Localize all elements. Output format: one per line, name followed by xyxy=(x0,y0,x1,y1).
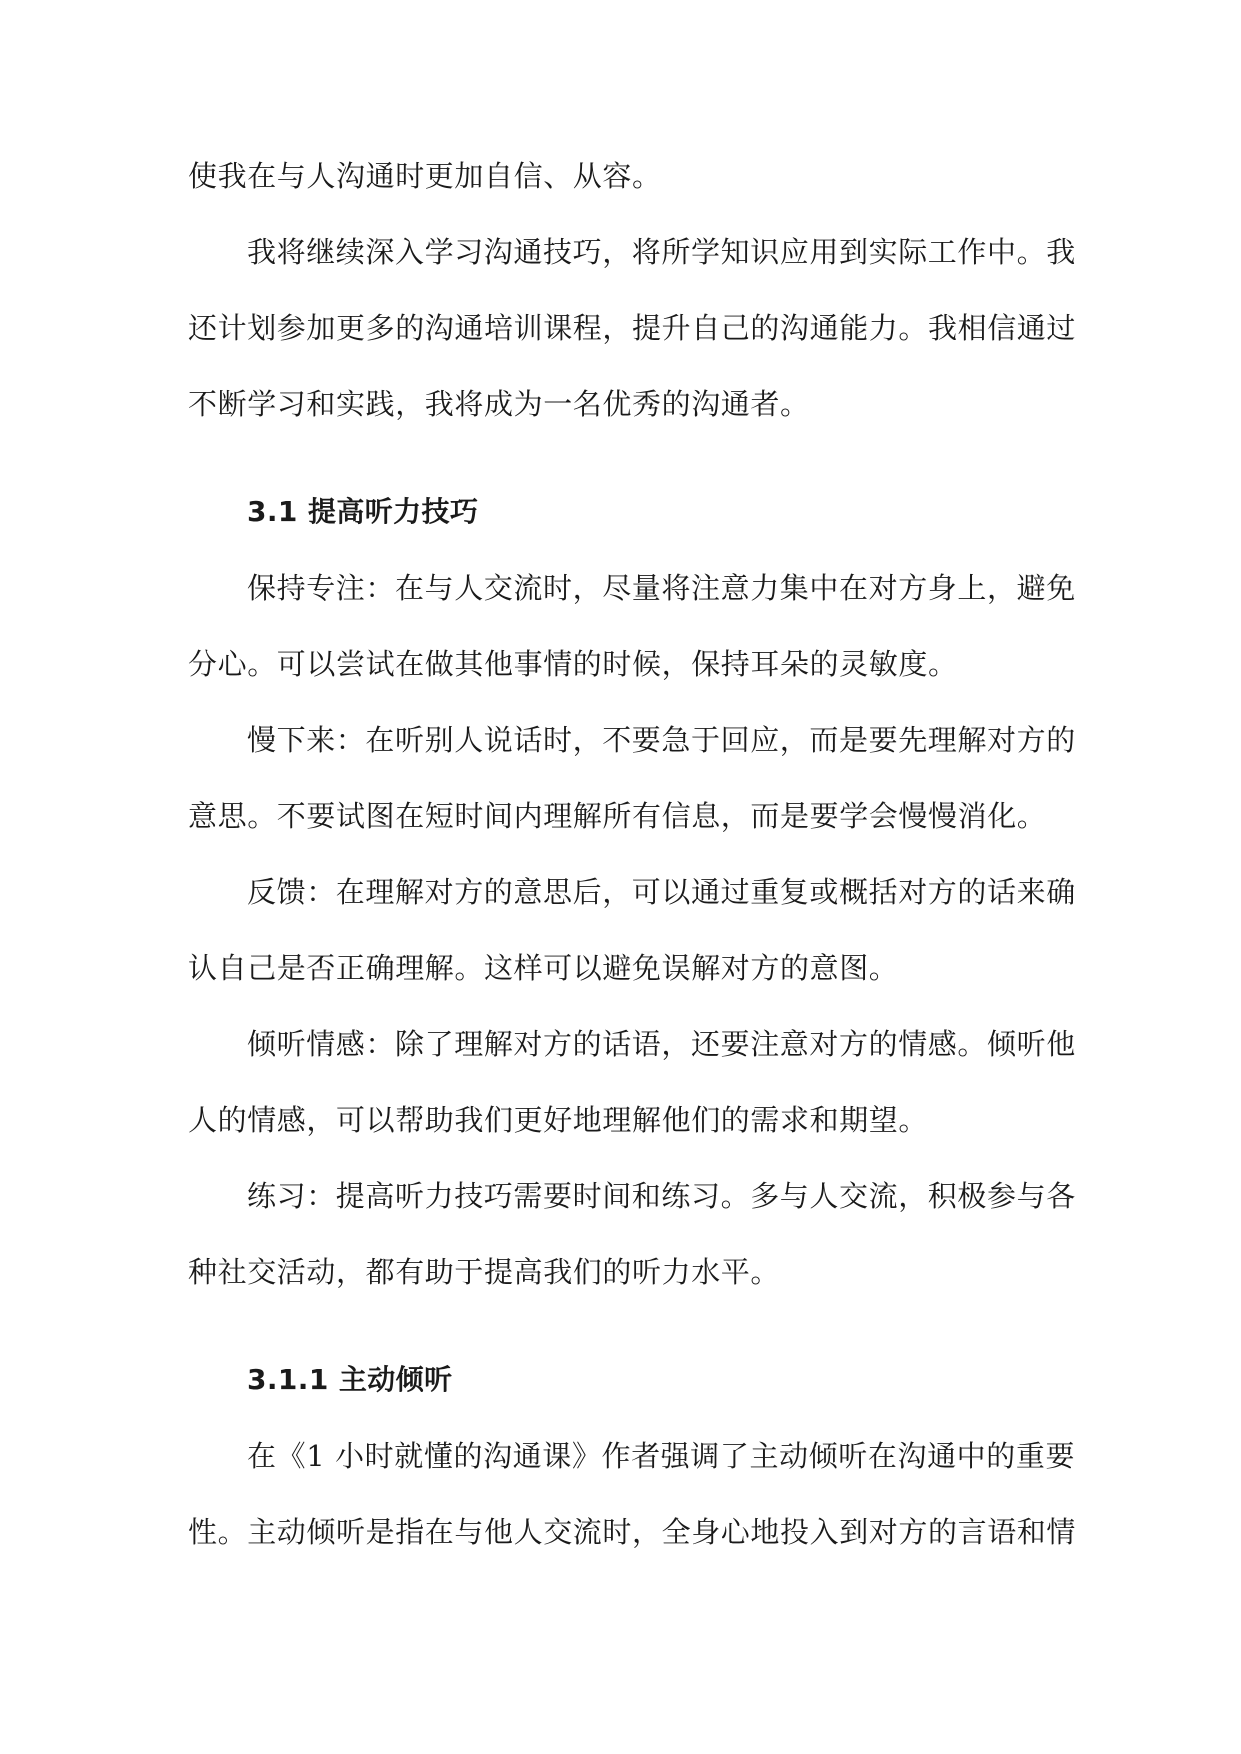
paragraph-line: 不断学习和实践，我将成为一名优秀的沟通者。 xyxy=(188,387,810,421)
list-item-practice-cont: 种社交活动，都有助于提高我们的听力水平。 xyxy=(188,1255,781,1289)
list-item-emotion: 倾听情感：除了理解对方的话语，还要注意对方的情感。倾听他 xyxy=(247,1027,1076,1061)
document-page xyxy=(188,138,1077,1570)
paragraph-line: 在《1 小时就懂的沟通课》作者强调了主动倾听在沟通中的重要 xyxy=(247,1439,1076,1473)
list-item-emotion-cont: 人的情感，可以帮助我们更好地理解他们的需求和期望。 xyxy=(188,1103,929,1137)
paragraph-line: 性。主动倾听是指在与他人交流时，全身心地投入到对方的言语和情 xyxy=(188,1515,1077,1549)
list-item-practice: 练习：提高听力技巧需要时间和练习。多与人交流，积极参与各 xyxy=(247,1179,1076,1213)
list-item-feedback-cont: 认自己是否正确理解。这样可以避免误解对方的意图。 xyxy=(188,951,899,985)
section-spacer xyxy=(188,1310,1054,1342)
paragraph-line: 我将继续深入学习沟通技巧，将所学知识应用到实际工作中。我 xyxy=(247,235,1076,269)
list-item-slow-down: 慢下来：在听别人说话时，不要急于回应，而是要先理解对方的 xyxy=(247,723,1076,757)
list-item-slow-down-cont: 意思。不要试图在短时间内理解所有信息，而是要学会慢慢消化。 xyxy=(188,799,1047,833)
list-item-feedback: 反馈：在理解对方的意思后，可以通过重复或概括对方的话来确 xyxy=(247,875,1076,909)
section-heading-3-1-1: 3.1.1 主动倾听 xyxy=(247,1363,453,1396)
list-item-focus: 保持专注：在与人交流时，尽量将注意力集中在对方身上，避免 xyxy=(247,571,1076,605)
paragraph-continuation: 使我在与人沟通时更加自信、从容。 xyxy=(188,159,662,193)
section-heading-3-1: 3.1 提高听力技巧 xyxy=(247,495,479,528)
list-item-focus-cont: 分心。可以尝试在做其他事情的时候，保持耳朵的灵敏度。 xyxy=(188,647,958,681)
section-spacer xyxy=(188,442,1054,474)
paragraph-line: 还计划参加更多的沟通培训课程，提升自己的沟通能力。我相信通过 xyxy=(188,311,1077,345)
